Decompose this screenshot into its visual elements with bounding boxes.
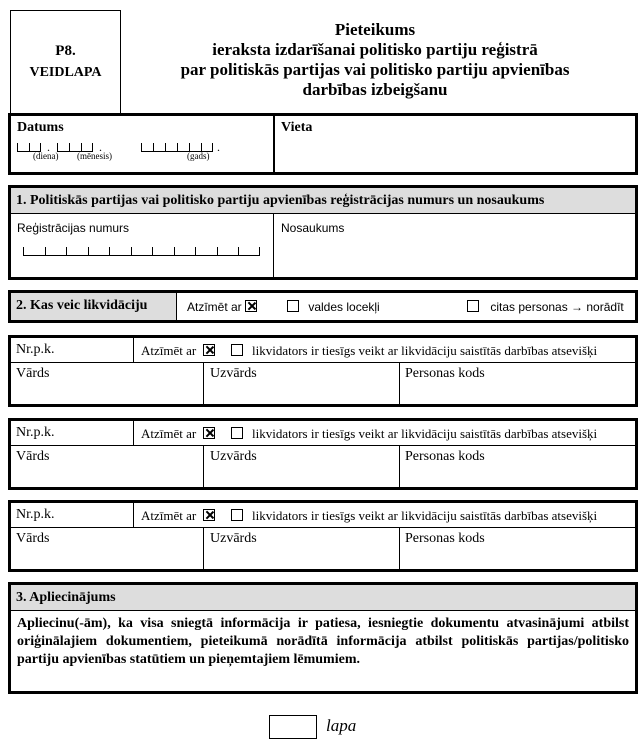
reg-number-label: Reģistrācijas numurs [17, 221, 130, 235]
place-label: Vieta [281, 120, 313, 135]
section-2 [8, 290, 638, 323]
first-name-label: Vārds [16, 449, 50, 464]
mark-label: Atzīmēt ar [141, 343, 197, 358]
section-3-title: 3. Apliecinājums [11, 585, 635, 611]
party-name-input[interactable] [279, 238, 629, 274]
checked-example-icon [203, 509, 215, 521]
separately-checkbox[interactable] [231, 509, 243, 521]
nr-label: Nr.p.k. [16, 425, 55, 440]
checked-example-icon [203, 344, 215, 356]
nr-label: Nr.p.k. [16, 342, 55, 357]
liquidator-block-2 [8, 418, 638, 490]
option-other-persons-label: citas personas → norādīt [490, 300, 624, 314]
declaration-text: Apliecinu(-ām), ka visa sniegtā informācija ir patiesa, iesniegtie dokumentu atvasinājumi atbilst oriģinālajiem dokumentiem, pieteikumā norādītā informācija atbilst politiskās partijas/politisko partiju apvienības statūtiem un pieņemtajiem lēmumiem. [17, 616, 629, 667]
title-line-2: ieraksta izdarīšanai politisko partiju reģistrā [212, 40, 538, 59]
title-line-4: darbības izbeigšanu [302, 80, 448, 99]
option-other-persons[interactable] [467, 300, 624, 314]
checked-example-icon [245, 300, 257, 312]
page-label: lapa [326, 716, 357, 735]
title-line-3: par politiskās partijas vai politisko partiju apvienības [180, 60, 570, 79]
day-hint: (diena) [33, 151, 59, 161]
liquidator-block-1 [8, 335, 638, 407]
checkbox-icon[interactable] [287, 300, 299, 312]
title-line-1: Pieteikums [334, 20, 416, 39]
option-board-members-label: valdes locekļi [308, 300, 380, 314]
personal-code-label: Personas kods [405, 366, 485, 381]
form-code: P8. [55, 43, 76, 59]
checkbox-icon[interactable] [467, 300, 479, 312]
first-name-label: Vārds [16, 366, 50, 381]
last-name-label: Uzvārds [210, 449, 257, 464]
personal-code-label: Personas kods [405, 531, 485, 546]
date-label: Datums [17, 120, 64, 135]
date-input[interactable]: . . . (diena) (mēnesis) (gads) [17, 138, 267, 164]
page-number-input[interactable] [269, 715, 317, 739]
checked-example-icon [203, 427, 215, 439]
mark-label: Atzīmēt ar [141, 426, 197, 441]
section-2-title: 2. Kas veic likvidāciju [11, 293, 177, 320]
first-name-label: Vārds [16, 531, 50, 546]
nr-label: Nr.p.k. [16, 507, 55, 522]
month-hint: (mēnesis) [77, 151, 112, 161]
year-hint: (gads) [187, 151, 210, 161]
mark-label: Atzīmēt ar [141, 508, 197, 523]
form-title [125, 20, 625, 100]
separately-checkbox[interactable] [231, 344, 243, 356]
option-board-members[interactable] [287, 300, 380, 314]
reg-number-input[interactable] [23, 244, 263, 264]
form-type: VEIDLAPA [29, 65, 102, 80]
separately-option-label: likvidators ir tiesīgs veikt ar likvidāciju saistītās darbības atsevišķi [251, 508, 598, 523]
liquidator-block-3 [8, 500, 638, 572]
separately-checkbox[interactable] [231, 427, 243, 439]
party-name-label: Nosaukums [281, 221, 345, 235]
section-3 [8, 582, 638, 694]
date-place-block [8, 113, 638, 175]
section-2-mark-label: Atzīmēt ar [187, 300, 242, 314]
last-name-label: Uzvārds [210, 531, 257, 546]
form-code-box [10, 10, 121, 113]
separately-option-label: likvidators ir tiesīgs veikt ar likvidāciju saistītās darbības atsevišķi [251, 426, 598, 441]
personal-code-label: Personas kods [405, 449, 485, 464]
separately-option-label: likvidators ir tiesīgs veikt ar likvidāciju saistītās darbības atsevišķi [251, 343, 598, 358]
section-1 [8, 185, 638, 280]
place-input[interactable] [279, 140, 629, 170]
section-1-title: 1. Politiskās partijas vai politisko partiju apvienības reģistrācijas numurs un nosaukums [11, 188, 635, 214]
last-name-label: Uzvārds [210, 366, 257, 381]
